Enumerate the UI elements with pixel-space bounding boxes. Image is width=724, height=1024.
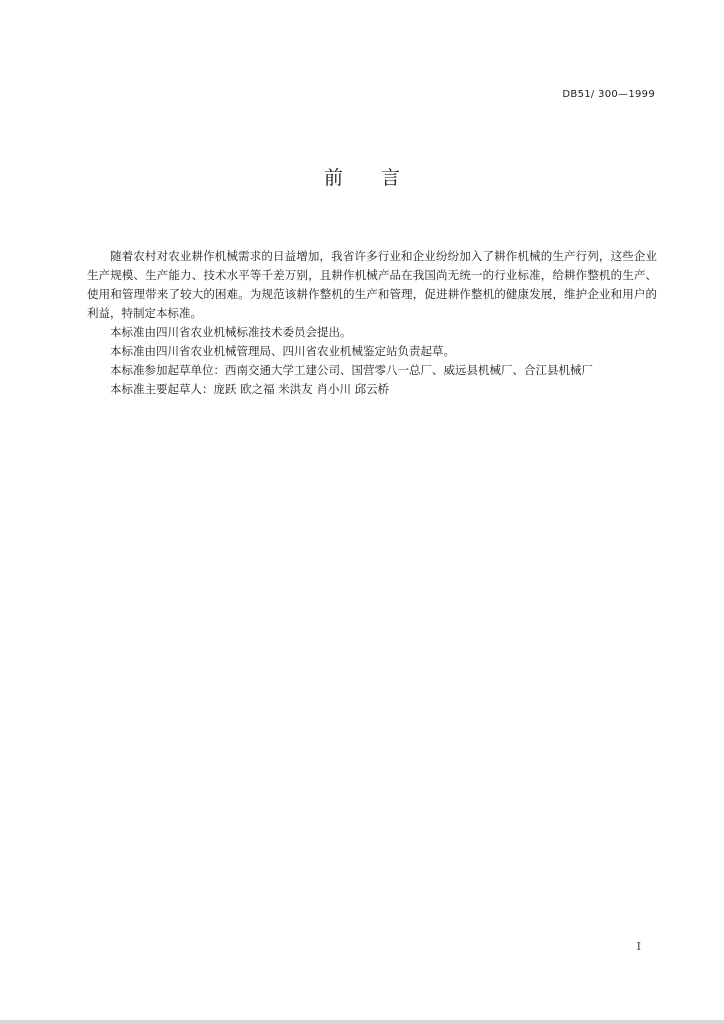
page-number: I: [636, 940, 641, 953]
paragraph-participating-units: 本标准参加起草单位：西南交通大学工建公司、国营零八一总厂、威远县机械厂、合江县机械厂: [110, 363, 593, 377]
page-bottom-edge: [0, 1020, 724, 1024]
paragraph-intro: 随着农村对农业耕作机械需求的日益增加，我省许多行业和企业纷纷加入了耕作机械的生产行列，这些企业生产规模、生产能力、技术水平等千差万别，且耕作机械产品在我国尚无统一的行业标准，给耕作整机的生产、使用和管理带来了较大的困难。为规范该耕作整机的生产和管理，促进耕作整机的健康发展，维护企业和用户的利益，特制定本标准。: [87, 249, 657, 320]
paragraph-proposer: 本标准由四川省农业机械标准技术委员会提出。: [110, 325, 352, 339]
paragraph-drafting-org: 本标准由四川省农业机械管理局、四川省农业机械鉴定站负责起草。: [110, 344, 455, 358]
page-title: 前言: [323, 167, 438, 189]
foreword-body: [87, 247, 657, 399]
document-code: DB51/ 300—1999: [562, 89, 655, 100]
paragraph-main-drafters: 本标准主要起草人：庞跃 欧之福 米洪友 肖小川 邱云桥: [110, 382, 390, 396]
